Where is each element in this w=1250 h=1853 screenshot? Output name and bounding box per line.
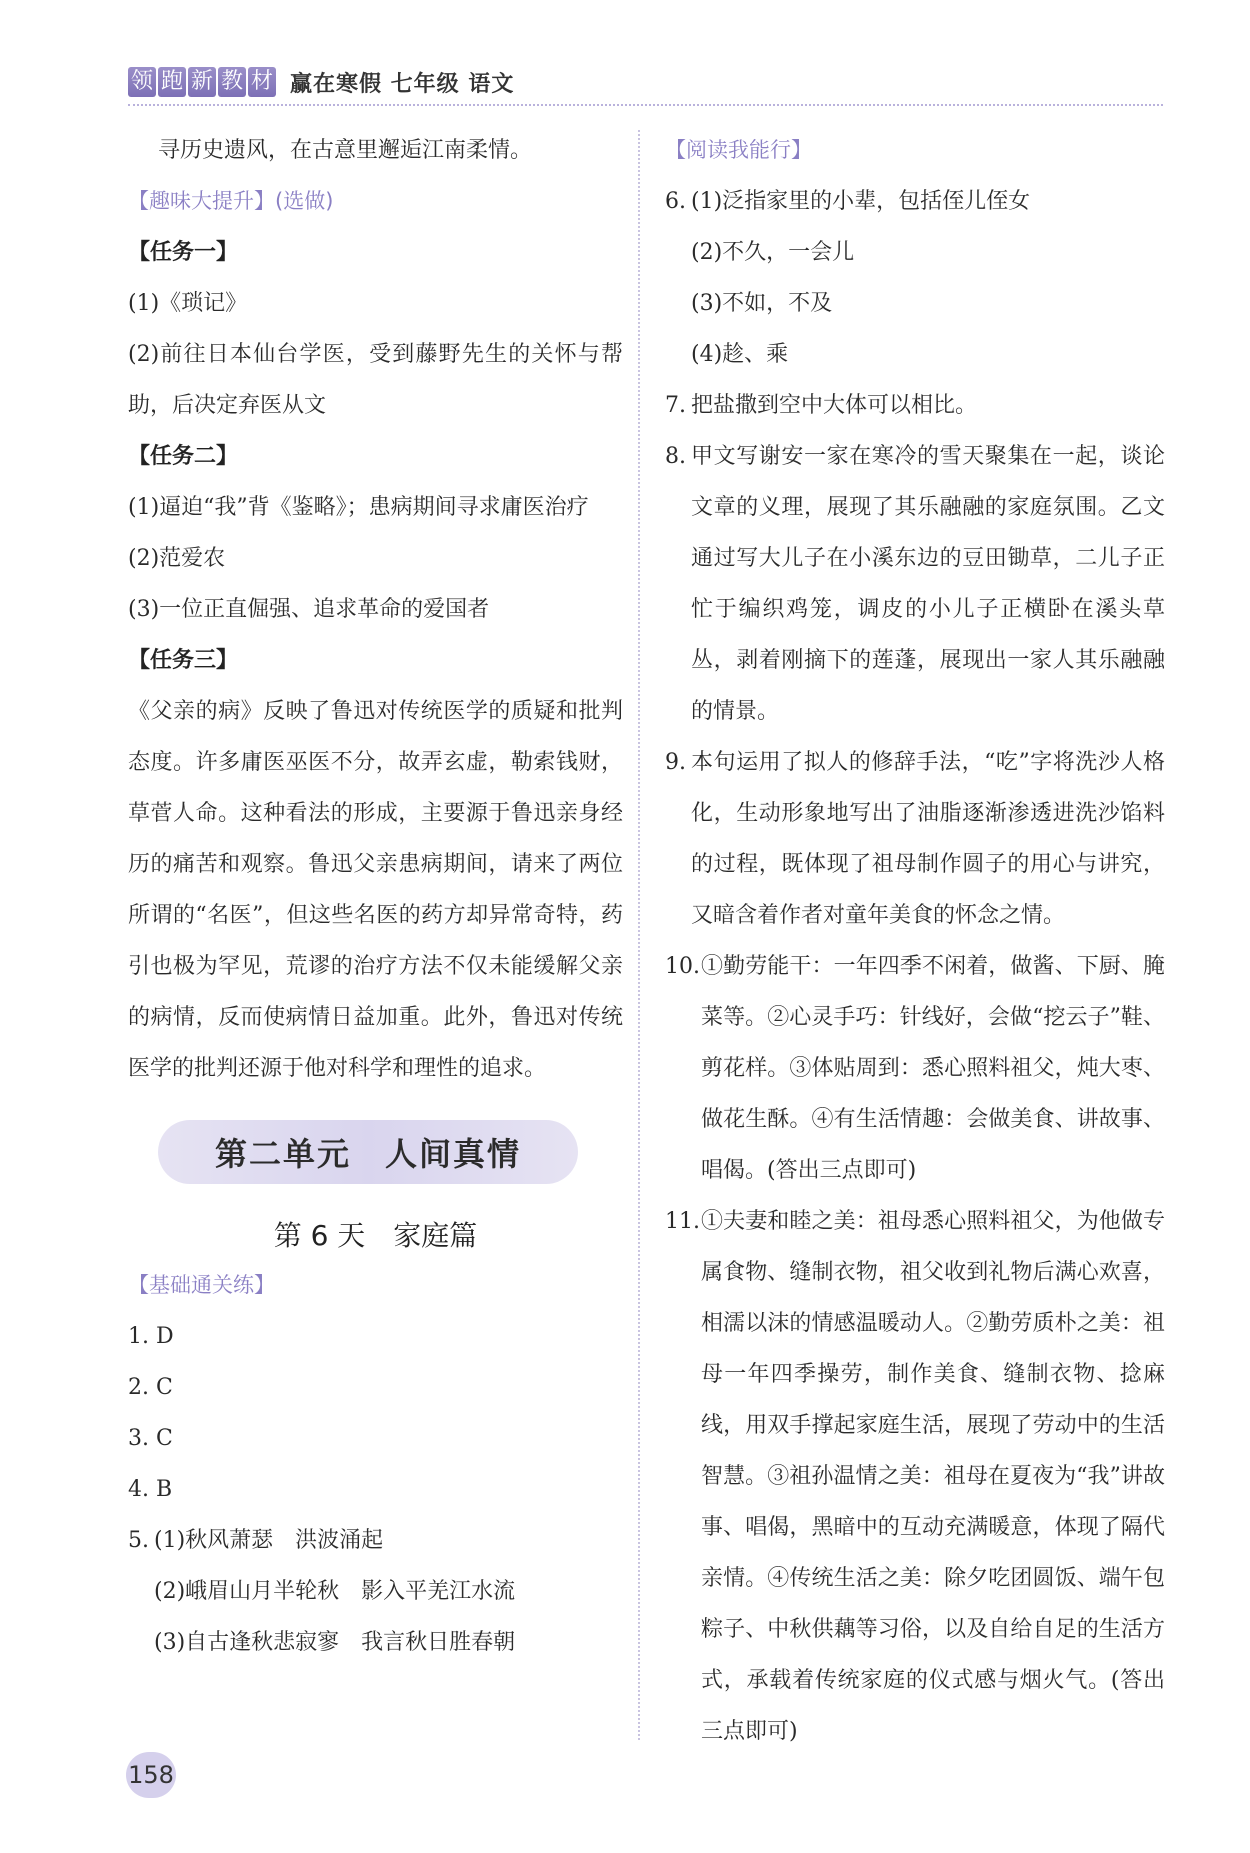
header-divider <box>128 104 1163 106</box>
answer-item: 4. B <box>128 1477 173 1502</box>
brand-char: 领 <box>128 67 156 97</box>
question-8-answer: 甲文写谢安一家在寒冷的雪天聚集在一起，谈论文章的义理，展现了其乐融融的家庭氛围。乙文通过写大儿子在小溪东边的豆田锄草，二儿子正忙于编织鸡笼，调皮的小儿子正横卧在溪头草丛，剥着刚摘下的莲蓬，展现出一家人其乐融融的情景。 <box>691 444 1165 724</box>
intro-line: 寻历史遗风，在古意里邂逅江南柔情。 <box>158 138 533 163</box>
question-number: 9. <box>665 750 686 775</box>
page-header <box>128 64 514 100</box>
task2-heading: 【任务二】 <box>128 443 239 469</box>
brand-char: 教 <box>218 67 246 97</box>
question-11 <box>665 1196 1165 1757</box>
task1-heading: 【任务一】 <box>128 239 239 265</box>
task1-item: (1)《琐记》 <box>128 291 248 316</box>
question-number: 10. <box>665 954 700 979</box>
brand-char: 新 <box>188 67 216 97</box>
column-divider <box>638 130 640 1740</box>
section-tag-reading: 【阅读我能行】 <box>665 138 812 162</box>
question-number: 7. <box>665 393 686 418</box>
question-5-item: (1)秋风萧瑟 洪波涌起 <box>154 1528 384 1553</box>
section-tag-fun: 【趣味大提升】(选做) <box>128 189 334 213</box>
question-9-answer: 本句运用了拟人的修辞手法，“吃”字将洗沙人格化，生动形象地写出了油脂逐渐渗透进洗沙馅料的过程，既体现了祖母制作圆子的用心与讲究，又暗含着作者对童年美食的怀念之情。 <box>691 750 1165 928</box>
question-10-answer: ①勤劳能干：一年四季不闲着，做酱、下厨、腌菜等。②心灵手巧：针线好，会做“挖云子”鞋、剪花样。③体贴周到：悉心照料祖父，炖大枣、做花生酥。④有生活情趣：会做美食、讲故事、唱偈。(答出三点即可) <box>701 954 1165 1183</box>
section-tag-basic: 【基础通关练】 <box>128 1273 275 1297</box>
task3-heading: 【任务三】 <box>128 647 239 673</box>
question-number: 8. <box>665 444 686 469</box>
question-number: 11. <box>665 1209 700 1234</box>
answer-item: 2. C <box>128 1375 173 1400</box>
left-column <box>128 125 623 1668</box>
right-column <box>665 125 1165 1757</box>
answer-item: 3. C <box>128 1426 173 1451</box>
brand-char: 材 <box>248 67 276 97</box>
task1-item: (2)前往日本仙台学医，受到藤野先生的关怀与帮助，后决定弃医从文 <box>128 342 623 418</box>
question-6-item: (2)不久，一会儿 <box>691 240 855 265</box>
question-8 <box>665 431 1165 737</box>
question-5 <box>128 1515 623 1566</box>
answer-item: 1. D <box>128 1324 174 1349</box>
day-title: 第 6 天 家庭篇 <box>273 1219 478 1252</box>
question-number: 5. <box>128 1528 149 1553</box>
question-6-item: (4)趁、乘 <box>691 342 789 367</box>
question-5-item: (2)峨眉山月半轮秋 影入平羌江水流 <box>154 1579 516 1604</box>
question-7 <box>665 380 1165 431</box>
question-5-item: (3)自古逢秋悲寂寥 我言秋日胜春朝 <box>154 1630 516 1655</box>
question-6 <box>665 176 1165 227</box>
task2-item: (3)一位正直倔强、追求革命的爱国者 <box>128 597 490 622</box>
question-11-answer: ①夫妻和睦之美：祖母悉心照料祖父，为他做专属食物、缝制衣物，祖父收到礼物后满心欢喜，相濡以沫的情感温暖动人。②勤劳质朴之美：祖母一年四季操劳，制作美食、缝制衣物、捻麻线，用双手撑起家庭生活，展现了劳动中的生活智慧。③祖孙温情之美：祖母在夏夜为“我”讲故事、唱偈，黑暗中的互动充满暖意，体现了隔代亲情。④传统生活之美：除夕吃团圆饭、端午包粽子、中秋供藕等习俗，以及自给自足的生活方式，承载着传统家庭的仪式感与烟火气。(答出三点即可) <box>701 1209 1165 1744</box>
unit-title-banner: 第二单元 人间真情 <box>158 1120 578 1184</box>
question-9 <box>665 737 1165 941</box>
brand-logo <box>128 67 278 97</box>
task3-paragraph: 《父亲的病》反映了鲁迅对传统医学的质疑和批判态度。许多庸医巫医不分，故弄玄虚，勒索钱财，草菅人命。这种看法的形成，主要源于鲁迅亲身经历的痛苦和观察。鲁迅父亲患病期间，请来了两位所谓的“名医”，但这些名医的药方却异常奇特，药引也极为罕见，荒谬的治疗方法不仅未能缓解父亲的病情，反而使病情日益加重。此外，鲁迅对传统医学的批判还源于他对科学和理性的追求。 <box>128 699 623 1081</box>
question-6-item: (1)泛指家里的小辈，包括侄儿侄女 <box>691 189 1031 214</box>
task2-item: (2)范爱农 <box>128 546 226 571</box>
question-number: 6. <box>665 189 686 214</box>
question-10 <box>665 941 1165 1196</box>
question-6-item: (3)不如，不及 <box>691 291 833 316</box>
task2-item: (1)逼迫“我”背《鉴略》；患病期间寻求庸医治疗 <box>128 495 589 520</box>
book-title: 赢在寒假 七年级 语文 <box>290 70 515 97</box>
page-number: 158 <box>126 1752 176 1798</box>
question-7-answer: 把盐撒到空中大体可以相比。 <box>691 393 978 418</box>
brand-char: 跑 <box>158 67 186 97</box>
